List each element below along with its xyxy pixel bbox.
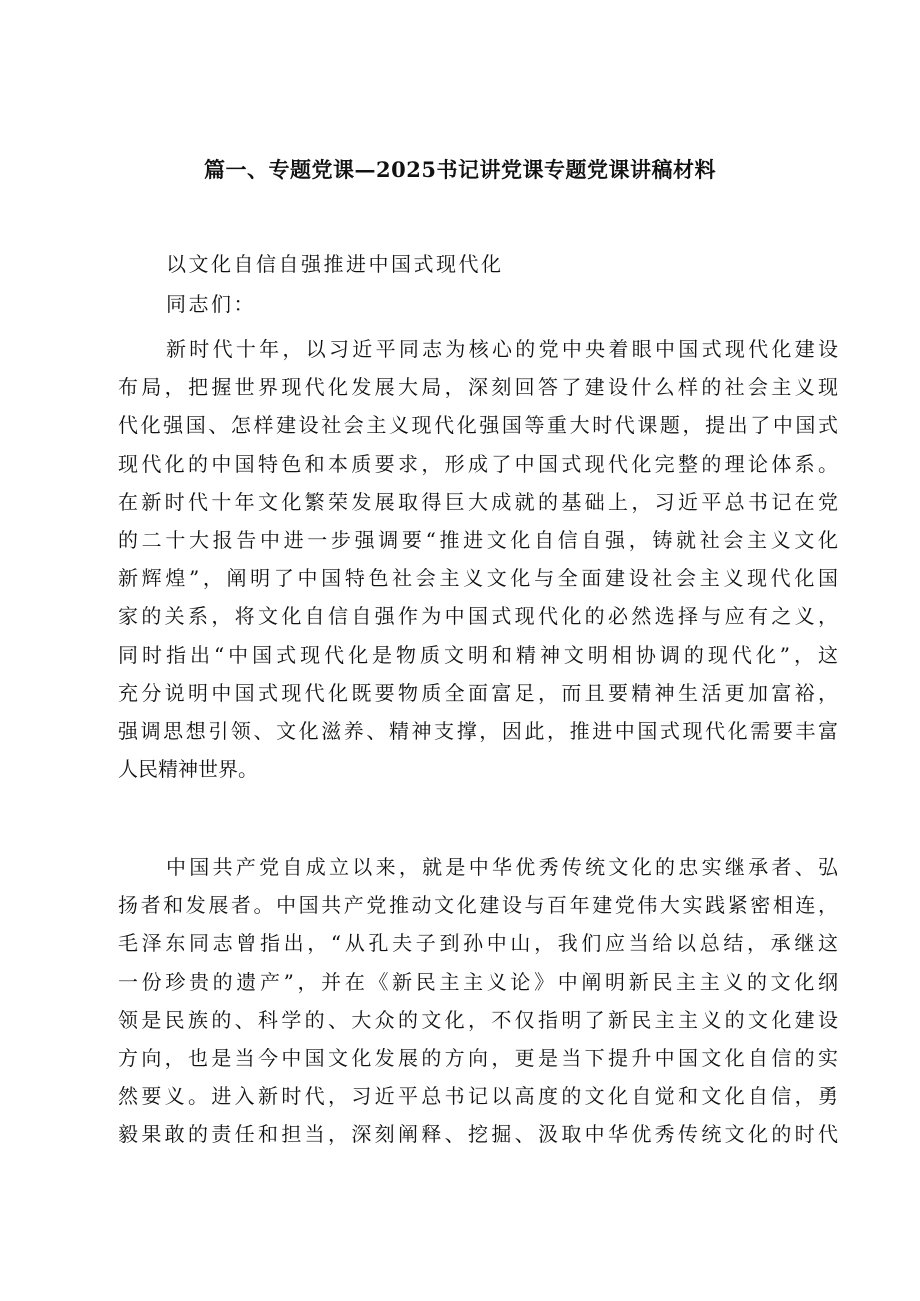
paragraph-line: 毅果敢的责任和担当，深刻阐释、挖掘、汲取中华优秀传统文化的时代 [118,1122,838,1147]
paragraph-line: 新时代十年，以习近平同志为核心的党中央着眼中国式现代化建设 [166,337,838,361]
document-title: 篇一、专题党课—2025书记讲党课专题党课讲稿材料 [204,157,716,182]
paragraph-line: 充分说明中国式现代化既要物质全面富足，而且要精神生活更加富裕， [118,680,838,705]
paragraph-line: 代化强国、怎样建设社会主义现代化强国等重大时代课题，提出了中国式 [118,413,838,438]
paragraph-line: 领是民族的、科学的、大众的文化，不仅指明了新民主主义的文化建设 [118,1007,838,1032]
body-paragraph-1 [118,330,838,788]
paragraph-line: 布局，把握世界现代化发展大局，深刻回答了建设什么样的社会主义现 [118,375,838,400]
salutation: 同志们： [166,292,256,316]
paragraph-line: 中国共产党自成立以来，就是中华优秀传统文化的忠实继承者、弘 [166,855,838,879]
paragraph-line: 新辉煌”，阐明了中国特色社会主义文化与全面建设社会主义现代化国 [118,566,838,591]
paragraph-line: 的二十大报告中进一步强调要“推进文化自信自强，铸就社会主义文化 [118,527,838,552]
paragraph-line: 强调思想引领、文化滋养、精神支撑，因此，推进中国式现代化需要丰富 [118,718,838,743]
paragraph-line: 一份珍贵的遗产”，并在《新民主主义论》中阐明新民主主义的文化纲 [118,969,838,994]
paragraph-line: 然要义。进入新时代，习近平总书记以高度的文化自觉和文化自信，勇 [118,1084,838,1109]
document-subtitle: 以文化自信自强推进中国式现代化 [166,252,504,276]
paragraph-line: 扬者和发展者。中国共产党推动文化建设与百年建党伟大实践紧密相连， [118,893,838,918]
paragraph-line: 家的关系，将文化自信自强作为中国式现代化的必然选择与应有之义， [118,604,838,629]
paragraph-line: 现代化的中国特色和本质要求，形成了中国式现代化完整的理论体系。 [118,451,838,476]
paragraph-line: 同时指出“中国式现代化是物质文明和精神文明相协调的现代化”，这 [118,642,838,667]
paragraph-line: 方向，也是当今中国文化发展的方向，更是当下提升中国文化自信的实 [118,1045,838,1070]
paragraph-line: 人民精神世界。 [118,757,258,782]
body-paragraph-2 [118,848,838,1154]
paragraph-line: 在新时代十年文化繁荣发展取得巨大成就的基础上，习近平总书记在党 [118,489,838,514]
paragraph-line: 毛泽东同志曾指出，“从孔夫子到孙中山，我们应当给以总结，承继这 [118,931,838,956]
